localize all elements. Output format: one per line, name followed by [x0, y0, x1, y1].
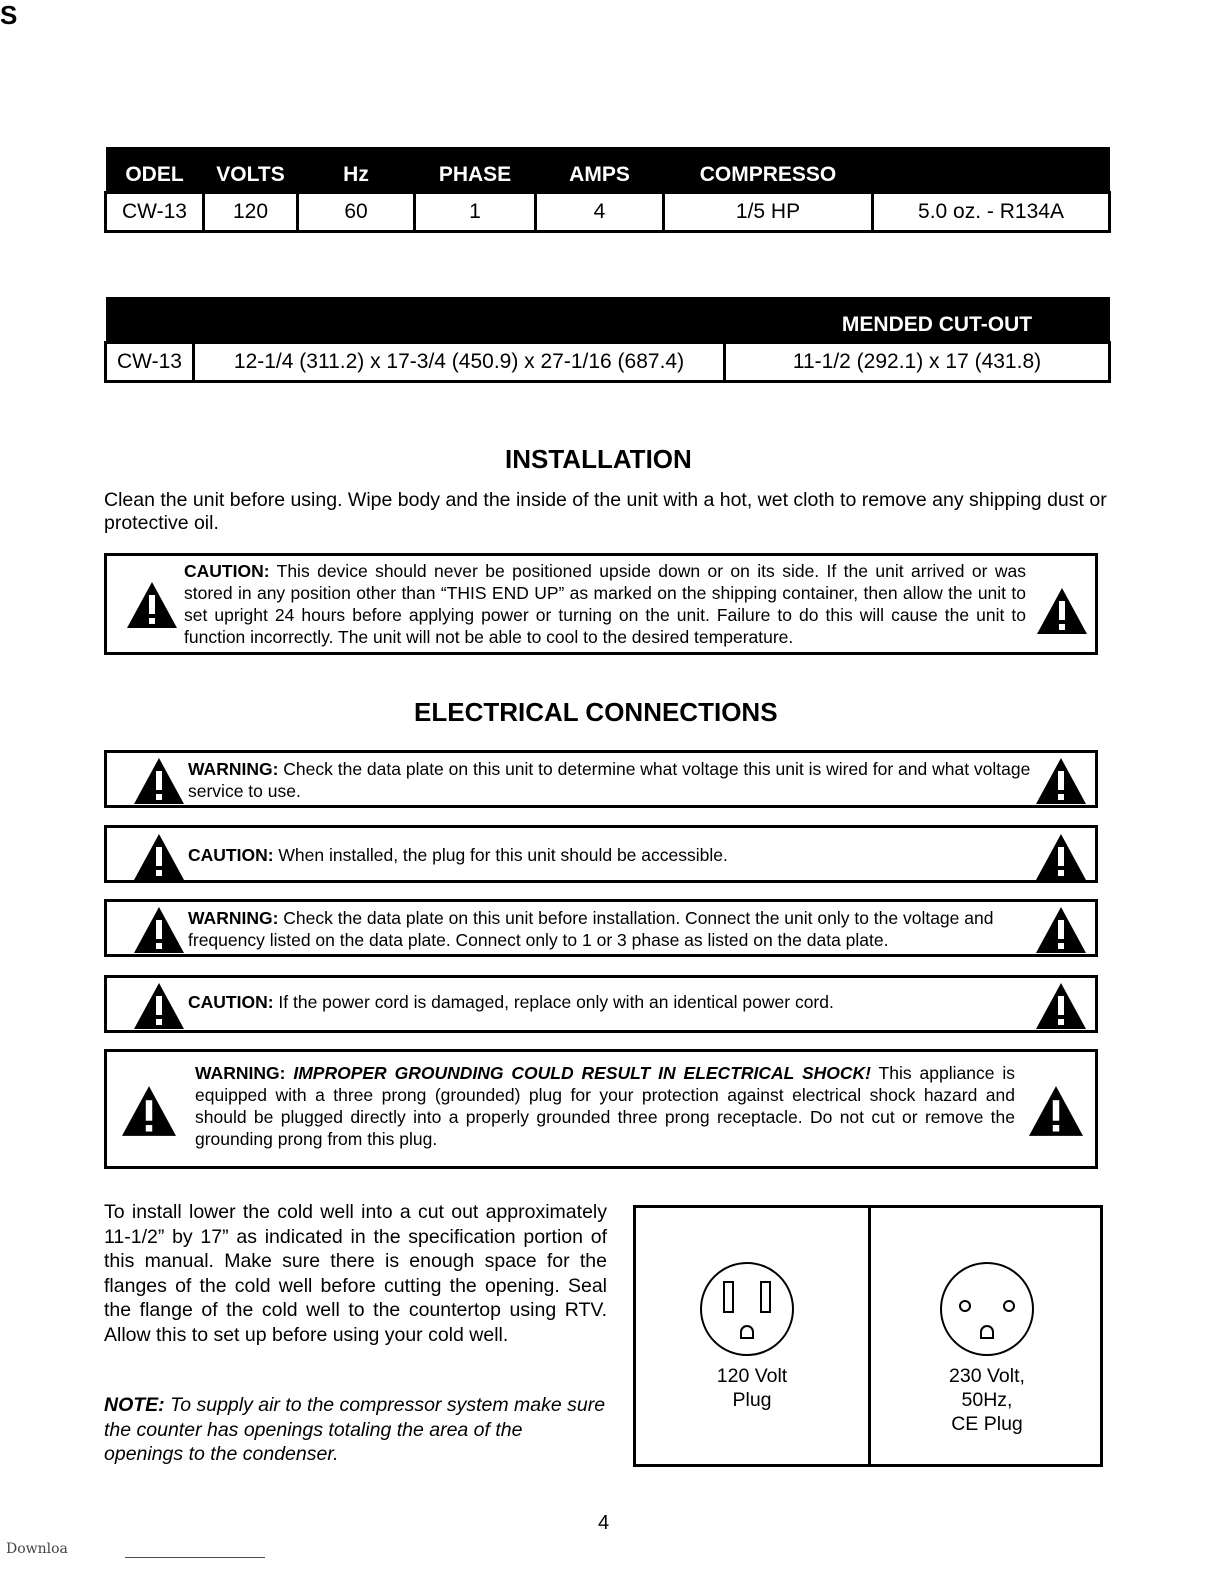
- column-header: MENDED CUT-OUT: [725, 297, 1110, 343]
- table-cell: CW-13: [106, 343, 194, 382]
- note-body: To supply air to the compressor system make sure the counter has openings totaling the area of the openings to the condenser.: [104, 1394, 606, 1465]
- column-header: VOLTS: [204, 147, 298, 193]
- plug-label-230v: 230 Volt, 50Hz, CE Plug: [949, 1365, 1025, 1435]
- warning-triangle-icon: [1036, 983, 1086, 1029]
- section-heading-installation: INSTALLATION: [505, 444, 692, 474]
- table-cell: CW-13: [106, 193, 204, 232]
- warning-triangle-icon: [134, 907, 184, 953]
- ce-plug-icon: [939, 1261, 1035, 1357]
- warning-body: Check the data plate on this unit before installation. Connect the unit only to the voltage and frequency listed on the data plate. Connect only to 1 or 3 phase as listed on the data plate.: [188, 908, 994, 950]
- caution-text: [188, 991, 1033, 1013]
- plug-label-120v: 120 Volt Plug: [716, 1365, 788, 1411]
- caution-box-plug-access: [104, 825, 1098, 883]
- warning-triangle-icon: [1036, 834, 1086, 880]
- warning-triangle-icon: [127, 582, 177, 628]
- note-label: NOTE:: [104, 1394, 165, 1416]
- warning-label: WARNING:: [195, 1063, 286, 1083]
- warning-triangle-icon: [1036, 907, 1086, 953]
- footer-link-underline[interactable]: [125, 1557, 265, 1558]
- table-cell: 4: [536, 193, 664, 232]
- installation-paragraph: Clean the unit before using. Wipe body and the inside of the unit with a hot, wet cloth to remove any shipping dust or protective oil.: [104, 489, 1107, 534]
- table-cell: 120: [204, 193, 298, 232]
- us-plug-icon: [699, 1261, 795, 1357]
- table-cell: 12-1/4 (311.2) x 17-3/4 (450.9) x 27-1/16 (687.4): [194, 343, 725, 382]
- column-header: Hz: [298, 147, 415, 193]
- warning-triangle-icon: [1037, 588, 1087, 634]
- warning-box-data-plate: [104, 899, 1098, 957]
- note-paragraph: [104, 1393, 607, 1467]
- warning-body: This appliance is equipped with a three prong (grounded) plug for your protection against electrical shock hazard and should be plugged directly into a properly grounded three prong receptacle. Do not cut or remove the grounding prong from this plug.: [195, 1063, 1015, 1149]
- caution-label: CAUTION:: [184, 561, 270, 581]
- column-header: COMPRESSO: [664, 147, 873, 193]
- caution-label: CAUTION:: [188, 992, 274, 1012]
- caution-text: [184, 560, 1026, 648]
- table-cell: 11-1/2 (292.1) x 17 (431.8): [725, 343, 1110, 382]
- caution-text: [188, 844, 1033, 866]
- warning-box-grounding: [104, 1049, 1098, 1169]
- table-cell: 60: [298, 193, 415, 232]
- table-cell: 1/5 HP: [664, 193, 873, 232]
- warning-triangle-icon: [122, 1086, 176, 1136]
- table-header-row: [106, 297, 1110, 343]
- plug-diagram-box: [633, 1205, 1103, 1467]
- table-row: [106, 343, 1110, 382]
- specifications-table: [104, 147, 1111, 233]
- dimensions-table: [104, 297, 1111, 383]
- page-title-fragment: S: [0, 0, 18, 30]
- page-number: 4: [598, 1512, 610, 1534]
- warning-text: [188, 758, 1033, 802]
- warning-label: WARNING:: [188, 908, 279, 928]
- caution-body: If the power cord is damaged, replace only with an identical power cord.: [273, 992, 834, 1012]
- column-header: [194, 297, 725, 343]
- table-cell: 1: [415, 193, 536, 232]
- warning-triangle-icon: [134, 758, 184, 804]
- caution-body: When installed, the plug for this unit should be accessible.: [273, 845, 728, 865]
- caution-box-power-cord: [104, 975, 1098, 1033]
- column-header: AMPS: [536, 147, 664, 193]
- warning-triangle-icon: [1036, 758, 1086, 804]
- warning-triangle-icon: [1029, 1086, 1083, 1136]
- warning-triangle-icon: [134, 834, 184, 880]
- caution-label: CAUTION:: [188, 845, 274, 865]
- caution-box-installation: [104, 553, 1098, 655]
- caution-body: This device should never be positioned upside down or on its side. If the unit arrived or was stored in any position other than “THIS END UP” as marked on the shipping container, then allow the unit to set upright 24 hours before applying power or turning on the unit. Failure to do this will cause the unit to function incorrectly. The unit will not be able to cool to the desired temperature.: [184, 561, 1026, 647]
- warning-triangle-icon: [134, 983, 184, 1029]
- warning-text: [195, 1062, 1015, 1150]
- column-header: ODEL: [106, 147, 204, 193]
- table-cell: 5.0 oz. - R134A: [873, 193, 1110, 232]
- warning-emphasis: IMPROPER GROUNDING COULD RESULT IN ELECTRICAL SHOCK!: [293, 1063, 871, 1083]
- install-instructions: To install lower the cold well into a cut out approximately 11-1/2” by 17” as indicated in the specification portion of this manual. Make sure there is enough space for the flanges of the cold well before cutting the opening. Seal the flange of the cold well to the countertop using RTV. Allow this to set up before using your cold well.: [104, 1201, 607, 1346]
- column-header: [873, 147, 1110, 193]
- column-header: PHASE: [415, 147, 536, 193]
- warning-body: Check the data plate on this unit to determine what voltage this unit is wired for and what voltage service to use.: [188, 759, 1031, 801]
- column-header: [106, 297, 194, 343]
- footer-text: Downloa: [6, 1541, 68, 1557]
- plug-divider: [868, 1208, 871, 1464]
- warning-label: WARNING:: [188, 759, 279, 779]
- warning-text: [188, 907, 1033, 951]
- table-row: [106, 193, 1110, 232]
- section-heading-electrical: ELECTRICAL CONNECTIONS: [414, 697, 778, 727]
- table-header-row: [106, 147, 1110, 193]
- warning-box-voltage: [104, 750, 1098, 808]
